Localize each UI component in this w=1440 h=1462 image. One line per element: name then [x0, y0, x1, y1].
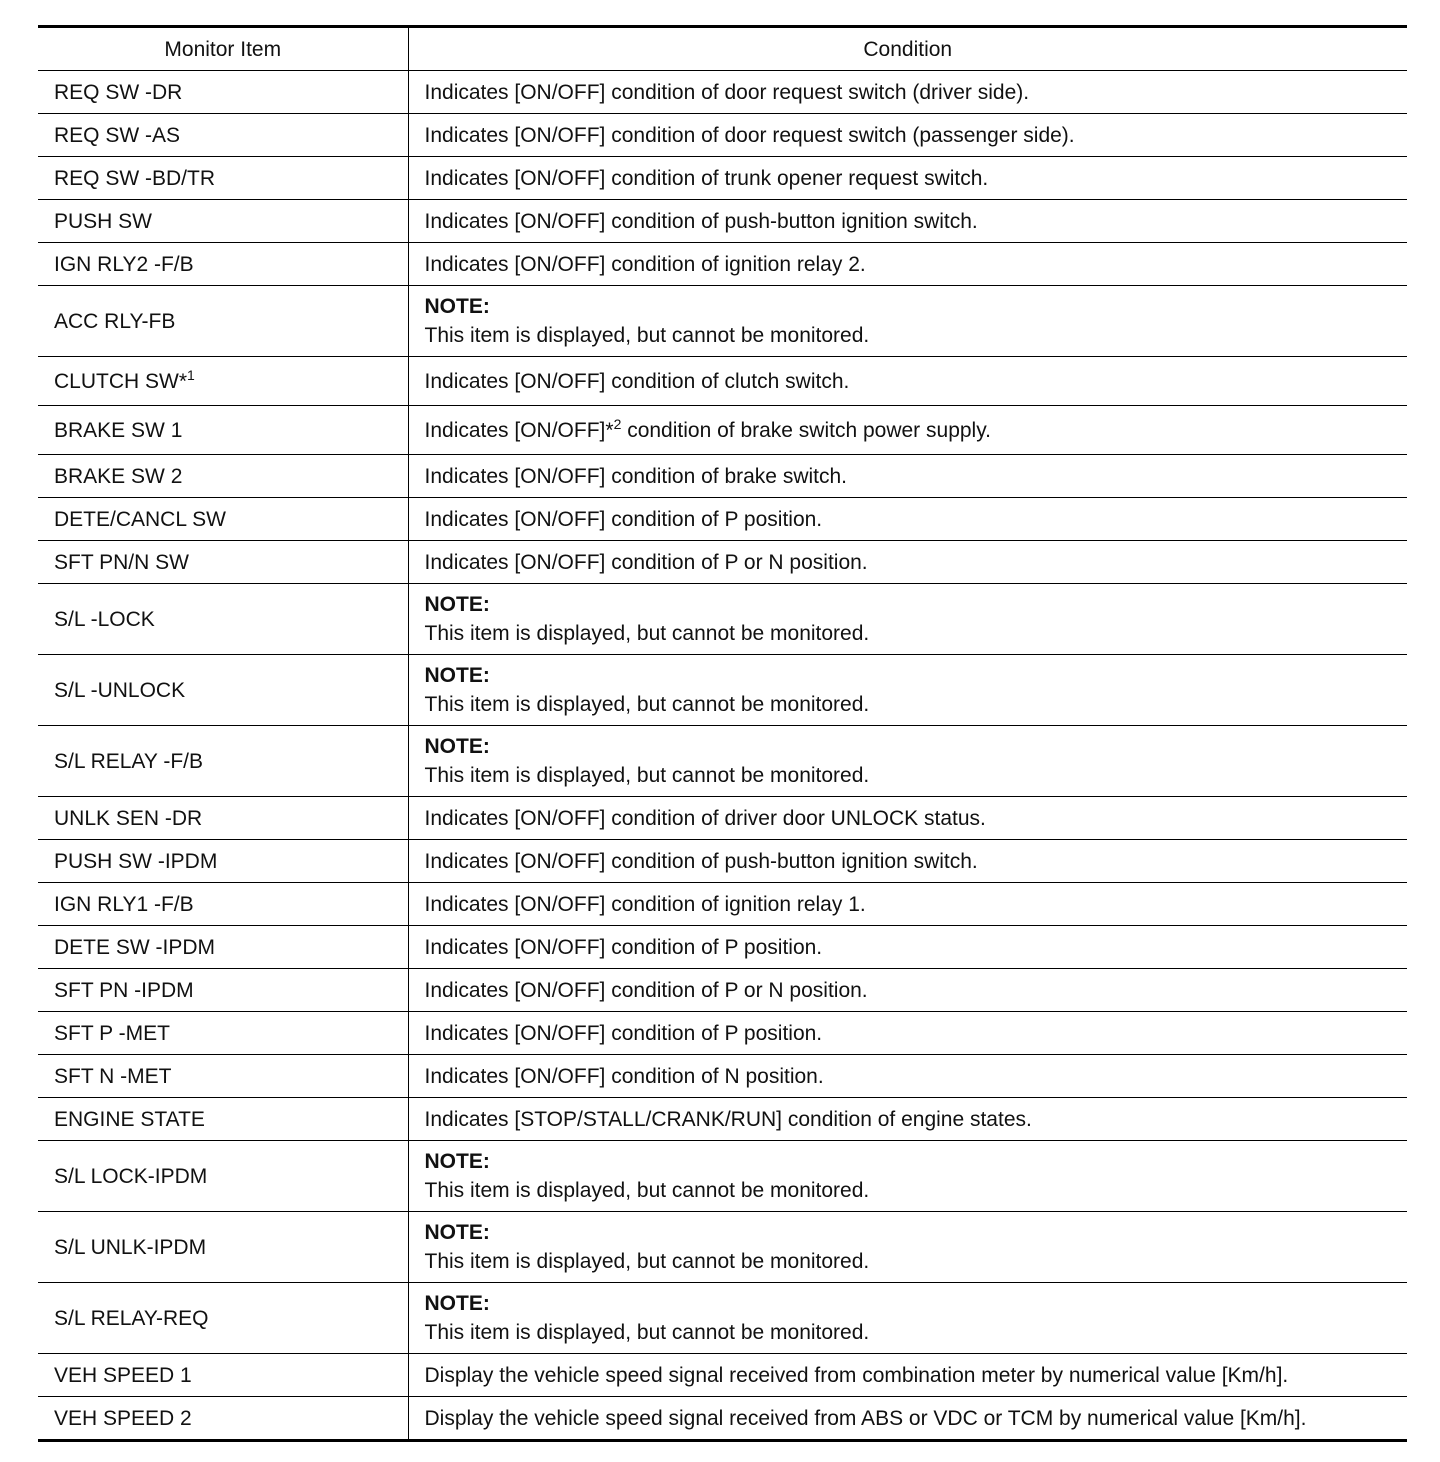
- condition-cell: [408, 584, 1407, 655]
- table-row: [38, 157, 1407, 200]
- footnote-marker: 2: [613, 415, 622, 432]
- header-monitor-item: Monitor Item: [38, 27, 408, 71]
- monitor-item-cell: SFT PN -IPDM: [38, 969, 408, 1012]
- monitor-item-table: [38, 25, 1407, 1442]
- monitor-item-cell: DETE/CANCL SW: [38, 498, 408, 541]
- monitor-item-cell: VEH SPEED 2: [38, 1397, 408, 1441]
- table-row: [38, 584, 1407, 655]
- note-text: This item is displayed, but cannot be monitored.: [424, 693, 870, 716]
- condition-cell: Indicates [ON/OFF] condition of trunk opener request switch.: [408, 157, 1407, 200]
- monitor-item-cell: PUSH SW -IPDM: [38, 840, 408, 883]
- note-text: This item is displayed, but cannot be monitored.: [424, 1179, 870, 1202]
- condition-text: condition of brake switch power supply.: [621, 418, 991, 442]
- table-row: [38, 1397, 1407, 1441]
- condition-cell: Indicates [ON/OFF] condition of P position.: [408, 1012, 1407, 1055]
- condition-cell: Indicates [ON/OFF] condition of door request switch (passenger side).: [408, 114, 1407, 157]
- note-label: NOTE:: [424, 664, 490, 687]
- monitor-item-cell: S/L UNLK-IPDM: [38, 1212, 408, 1283]
- condition-cell: Indicates [STOP/STALL/CRANK/RUN] condition of engine states.: [408, 1098, 1407, 1141]
- condition-cell: [408, 726, 1407, 797]
- note-label: NOTE:: [424, 295, 490, 318]
- table-row: [38, 883, 1407, 926]
- table-row: [38, 726, 1407, 797]
- condition-cell: [408, 1283, 1407, 1354]
- table-row: [38, 797, 1407, 840]
- note-text: This item is displayed, but cannot be monitored.: [424, 622, 870, 645]
- note-label: NOTE:: [424, 1221, 490, 1244]
- condition-cell: Indicates [ON/OFF] condition of N position.: [408, 1055, 1407, 1098]
- table-row: [38, 1283, 1407, 1354]
- table-row: [38, 1055, 1407, 1098]
- table-row: [38, 114, 1407, 157]
- condition-cell: Display the vehicle speed signal received from combination meter by numerical value [Km/h].: [408, 1354, 1407, 1397]
- table-row: [38, 969, 1407, 1012]
- table-row: [38, 541, 1407, 584]
- condition-cell: Indicates [ON/OFF] condition of door request switch (driver side).: [408, 71, 1407, 114]
- condition-cell: Indicates [ON/OFF] condition of ignition relay 1.: [408, 883, 1407, 926]
- monitor-item-cell: REQ SW -BD/TR: [38, 157, 408, 200]
- table-row: [38, 840, 1407, 883]
- table-row: [38, 406, 1407, 455]
- monitor-item-cell: REQ SW -DR: [38, 71, 408, 114]
- table-row: [38, 655, 1407, 726]
- condition-cell: Indicates [ON/OFF] condition of brake switch.: [408, 455, 1407, 498]
- monitor-item-cell: IGN RLY2 -F/B: [38, 243, 408, 286]
- condition-cell: Indicates [ON/OFF] condition of P or N position.: [408, 969, 1407, 1012]
- table-row: [38, 243, 1407, 286]
- condition-cell: Indicates [ON/OFF] condition of push-button ignition switch.: [408, 200, 1407, 243]
- monitor-item-cell: UNLK SEN -DR: [38, 797, 408, 840]
- condition-cell: Indicates [ON/OFF] condition of P position.: [408, 498, 1407, 541]
- monitor-item-cell: SFT N -MET: [38, 1055, 408, 1098]
- table-row: [38, 498, 1407, 541]
- monitor-item-cell: ACC RLY-FB: [38, 286, 408, 357]
- note-label: NOTE:: [424, 735, 490, 758]
- monitor-item-cell: SFT P -MET: [38, 1012, 408, 1055]
- table-header-row: [38, 27, 1407, 71]
- monitor-item-cell: IGN RLY1 -F/B: [38, 883, 408, 926]
- monitor-item-cell: SFT PN/N SW: [38, 541, 408, 584]
- table-row: [38, 357, 1407, 406]
- condition-cell: Indicates [ON/OFF] condition of driver door UNLOCK status.: [408, 797, 1407, 840]
- table-row: [38, 455, 1407, 498]
- table-row: [38, 926, 1407, 969]
- note-label: NOTE:: [424, 1150, 490, 1173]
- condition-cell: [408, 1212, 1407, 1283]
- condition-cell: [408, 655, 1407, 726]
- monitor-item-cell: ENGINE STATE: [38, 1098, 408, 1141]
- condition-cell: Indicates [ON/OFF] condition of P or N position.: [408, 541, 1407, 584]
- condition-cell: [408, 286, 1407, 357]
- note-text: This item is displayed, but cannot be monitored.: [424, 324, 870, 347]
- monitor-item-cell: BRAKE SW 2: [38, 455, 408, 498]
- table-row: [38, 286, 1407, 357]
- condition-cell: Indicates [ON/OFF] condition of push-button ignition switch.: [408, 840, 1407, 883]
- monitor-item-cell: BRAKE SW 1: [38, 406, 408, 455]
- table-row: [38, 1012, 1407, 1055]
- monitor-item-text: CLUTCH SW*: [54, 369, 188, 393]
- header-condition: Condition: [408, 27, 1407, 71]
- table-row: [38, 200, 1407, 243]
- table-row: [38, 71, 1407, 114]
- table-row: [38, 1212, 1407, 1283]
- note-text: This item is displayed, but cannot be monitored.: [424, 1321, 870, 1344]
- note-text: This item is displayed, but cannot be monitored.: [424, 1250, 870, 1273]
- table-row: [38, 1354, 1407, 1397]
- condition-cell: [408, 1141, 1407, 1212]
- monitor-item-cell: S/L -UNLOCK: [38, 655, 408, 726]
- table-row: [38, 1141, 1407, 1212]
- condition-cell: Indicates [ON/OFF] condition of clutch switch.: [408, 357, 1407, 406]
- condition-cell: [408, 406, 1407, 455]
- monitor-item-cell: S/L -LOCK: [38, 584, 408, 655]
- monitor-item-cell: S/L LOCK-IPDM: [38, 1141, 408, 1212]
- monitor-item-cell: [38, 357, 408, 406]
- condition-cell: Indicates [ON/OFF] condition of P position.: [408, 926, 1407, 969]
- monitor-item-cell: REQ SW -AS: [38, 114, 408, 157]
- condition-text: Indicates [ON/OFF]*: [424, 418, 614, 442]
- monitor-item-cell: VEH SPEED 1: [38, 1354, 408, 1397]
- monitor-item-cell: S/L RELAY-REQ: [38, 1283, 408, 1354]
- monitor-item-cell: DETE SW -IPDM: [38, 926, 408, 969]
- table-row: [38, 1098, 1407, 1141]
- condition-cell: Display the vehicle speed signal received from ABS or VDC or TCM by numerical value [Km/h].: [408, 1397, 1407, 1441]
- footnote-marker: 1: [187, 366, 195, 383]
- note-label: NOTE:: [424, 593, 490, 616]
- note-text: This item is displayed, but cannot be monitored.: [424, 764, 870, 787]
- monitor-item-cell: S/L RELAY -F/B: [38, 726, 408, 797]
- monitor-item-cell: PUSH SW: [38, 200, 408, 243]
- note-label: NOTE:: [424, 1292, 490, 1315]
- condition-cell: Indicates [ON/OFF] condition of ignition relay 2.: [408, 243, 1407, 286]
